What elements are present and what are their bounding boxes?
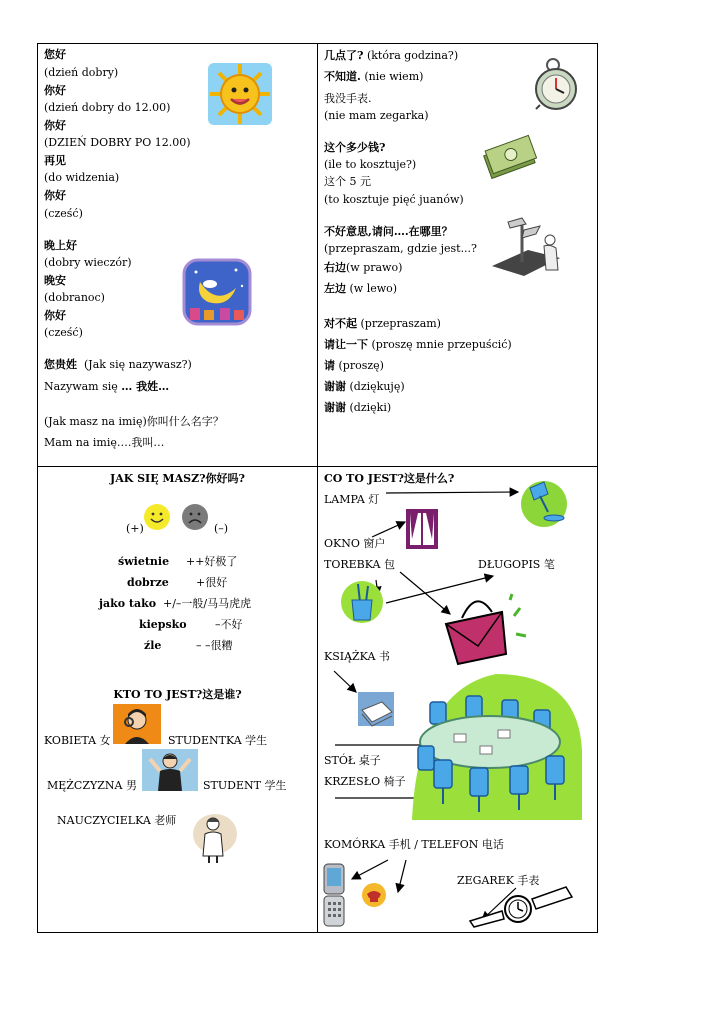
man-student-icon bbox=[142, 749, 198, 791]
dontknow-line bbox=[324, 70, 423, 84]
evening-zh-1: 晚上好 bbox=[44, 239, 77, 252]
please-line bbox=[324, 359, 384, 373]
mood-zh-4: –不好 bbox=[215, 618, 243, 631]
zegarek-label: ZEGAREK 手表 bbox=[457, 874, 540, 887]
minus-label: (–) bbox=[214, 522, 229, 535]
mood-pl-3: jako tako bbox=[99, 597, 157, 610]
table-chairs-icon bbox=[410, 670, 584, 820]
greeting-pl-5: (cześć) bbox=[44, 207, 83, 220]
left-zh: 左边 bbox=[324, 282, 346, 295]
evening-zh-2: 晚安 bbox=[44, 274, 66, 287]
telephone-icon bbox=[361, 882, 387, 908]
thanks2-zh: 谢谢 bbox=[324, 401, 346, 414]
nauczycielka-label: NAUCZYCIELKA 老师 bbox=[57, 814, 177, 827]
name-answer-1 bbox=[44, 380, 169, 394]
time-zh: 几点了? bbox=[324, 49, 364, 62]
name-a1-zh: … 我姓… bbox=[121, 380, 170, 393]
greeting-zh-2: 你好 bbox=[44, 84, 66, 97]
dontknow-zh: 不知道. bbox=[324, 70, 361, 83]
excuse-line bbox=[324, 338, 512, 352]
nowatch-pl: (nie mam zegarka) bbox=[324, 109, 429, 122]
moon-icon bbox=[182, 258, 252, 326]
sun-icon bbox=[205, 58, 275, 128]
torebka-label: TOREBKA 包 bbox=[324, 558, 395, 571]
where-pl: (przepraszam, gdzie jest...? bbox=[324, 242, 477, 255]
lamp-icon bbox=[518, 478, 572, 528]
thanks2-line bbox=[324, 401, 391, 415]
greeting-zh-3: 你好 bbox=[44, 119, 66, 132]
dlugopis-label: DŁUGOPIS 笔 bbox=[478, 558, 555, 571]
evening-pl-3: (cześć) bbox=[44, 326, 83, 339]
pen-cup-icon bbox=[340, 580, 388, 626]
okno-label: OKNO 窗户 bbox=[324, 537, 386, 550]
thanks1-line bbox=[324, 380, 405, 394]
right-pl: (w prawo) bbox=[346, 261, 403, 274]
left-line bbox=[324, 282, 397, 296]
name-q1-pl: (Jak się nazywasz?) bbox=[84, 358, 192, 371]
right-zh: 右边 bbox=[324, 261, 346, 274]
sad-face-icon bbox=[181, 503, 209, 531]
sorry-pl: (przepraszam) bbox=[360, 317, 441, 330]
people-title: KTO TO JEST?这是谁? bbox=[113, 688, 242, 701]
mood-zh-3: +/–一般/马马虎虎 bbox=[163, 597, 252, 610]
left-pl: (w lewo) bbox=[349, 282, 398, 295]
mobile-phone-icon bbox=[322, 862, 346, 928]
teacher-icon bbox=[191, 810, 237, 864]
where-zh: 不好意思,请问….在哪里？ bbox=[324, 225, 453, 238]
name-question-2: (Jak masz na imię)你叫什么名字？ bbox=[44, 415, 224, 428]
excuse-pl: (proszę mnie przepuścić) bbox=[371, 338, 512, 351]
wristwatch-icon bbox=[466, 885, 576, 929]
name-a1-pl: Nazywam się bbox=[44, 380, 118, 393]
kobieta-label: KOBIETA 女 bbox=[44, 734, 111, 747]
sorry-zh: 对不起 bbox=[324, 317, 357, 330]
price-pl: (ile to kosztuje?) bbox=[324, 158, 417, 171]
mood-zh-1: ++好极了 bbox=[186, 555, 238, 568]
book-icon bbox=[356, 690, 396, 730]
price-zh: 这个多少钱? bbox=[324, 141, 386, 154]
mood-pl-4: kiepsko bbox=[139, 618, 187, 631]
ksiazka-label: KSIĄŻKA 书 bbox=[324, 650, 390, 663]
woman-student-icon bbox=[113, 704, 161, 744]
greeting-pl-3: (DZIEŃ DOBRY PO 12.00) bbox=[44, 136, 191, 149]
name-answer-2: Mam na imię….我叫… bbox=[44, 436, 165, 449]
mood-pl-2: dobrze bbox=[127, 576, 169, 589]
money-icon bbox=[480, 133, 540, 183]
time-pl: (która godzina?) bbox=[366, 49, 459, 62]
greeting-pl-1: (dzień dobry) bbox=[44, 66, 119, 79]
signpost-icon bbox=[488, 210, 568, 280]
komorka-label: KOMÓRKA 手机 / TELEFON 电话 bbox=[324, 838, 504, 851]
name-q1-zh: 您贵姓 bbox=[44, 358, 77, 371]
thanks2-pl: (dzięki) bbox=[349, 401, 392, 414]
dontknow-pl: (nie wiem) bbox=[364, 70, 424, 83]
mood-title: JAK SIĘ MASZ?你好吗? bbox=[109, 472, 245, 485]
mood-pl-1: świetnie bbox=[118, 555, 170, 568]
mezczyzna-label: MĘŻCZYZNA 男 bbox=[47, 779, 137, 792]
window-icon bbox=[406, 509, 438, 549]
thanks1-zh: 谢谢 bbox=[324, 380, 346, 393]
student-label: STUDENT 学生 bbox=[203, 779, 287, 792]
time-line bbox=[324, 49, 458, 63]
please-pl: (proszę) bbox=[338, 359, 384, 372]
studentka-label: STUDENTKA 学生 bbox=[168, 734, 268, 747]
mood-zh-5: – –很糟 bbox=[196, 639, 233, 652]
excuse-zh: 请让一下 bbox=[324, 338, 368, 351]
handbag-icon bbox=[440, 588, 536, 672]
mood-pl-5: źle bbox=[144, 639, 162, 652]
nowatch-zh: 我没手表. bbox=[324, 92, 372, 105]
please-zh: 请 bbox=[324, 359, 335, 372]
greeting-zh-5: 你好 bbox=[44, 189, 66, 202]
krzeslo-label: KRZESŁO 椅子 bbox=[324, 775, 406, 788]
greeting-zh-1: 您好 bbox=[44, 48, 66, 61]
happy-face-icon bbox=[143, 503, 171, 531]
right-line bbox=[324, 261, 402, 275]
yuan-pl: (to kosztuje pięć juanów) bbox=[324, 193, 464, 206]
evening-zh-3: 你好 bbox=[44, 309, 66, 322]
greeting-zh-4: 再见 bbox=[44, 154, 66, 167]
thanks1-pl: (dziękuję) bbox=[349, 380, 405, 393]
evening-pl-1: (dobry wieczór) bbox=[44, 256, 132, 269]
name-question-1 bbox=[44, 358, 192, 372]
objects-title: CO TO JEST?这是什么? bbox=[324, 472, 455, 485]
sorry-line bbox=[324, 317, 441, 331]
greeting-pl-4: (do widzenia) bbox=[44, 171, 120, 184]
yuan-zh: 这个 5 元 bbox=[324, 175, 371, 188]
mood-zh-2: +很好 bbox=[196, 576, 228, 589]
greeting-pl-2: (dzień dobry do 12.00) bbox=[44, 101, 171, 114]
stol-label: STÓŁ 桌子 bbox=[324, 754, 381, 767]
plus-label: (+) bbox=[126, 522, 144, 535]
evening-pl-2: (dobranoc) bbox=[44, 291, 105, 304]
lampa-label: LAMPA 灯 bbox=[324, 493, 380, 506]
alarm-clock-icon bbox=[526, 55, 582, 111]
